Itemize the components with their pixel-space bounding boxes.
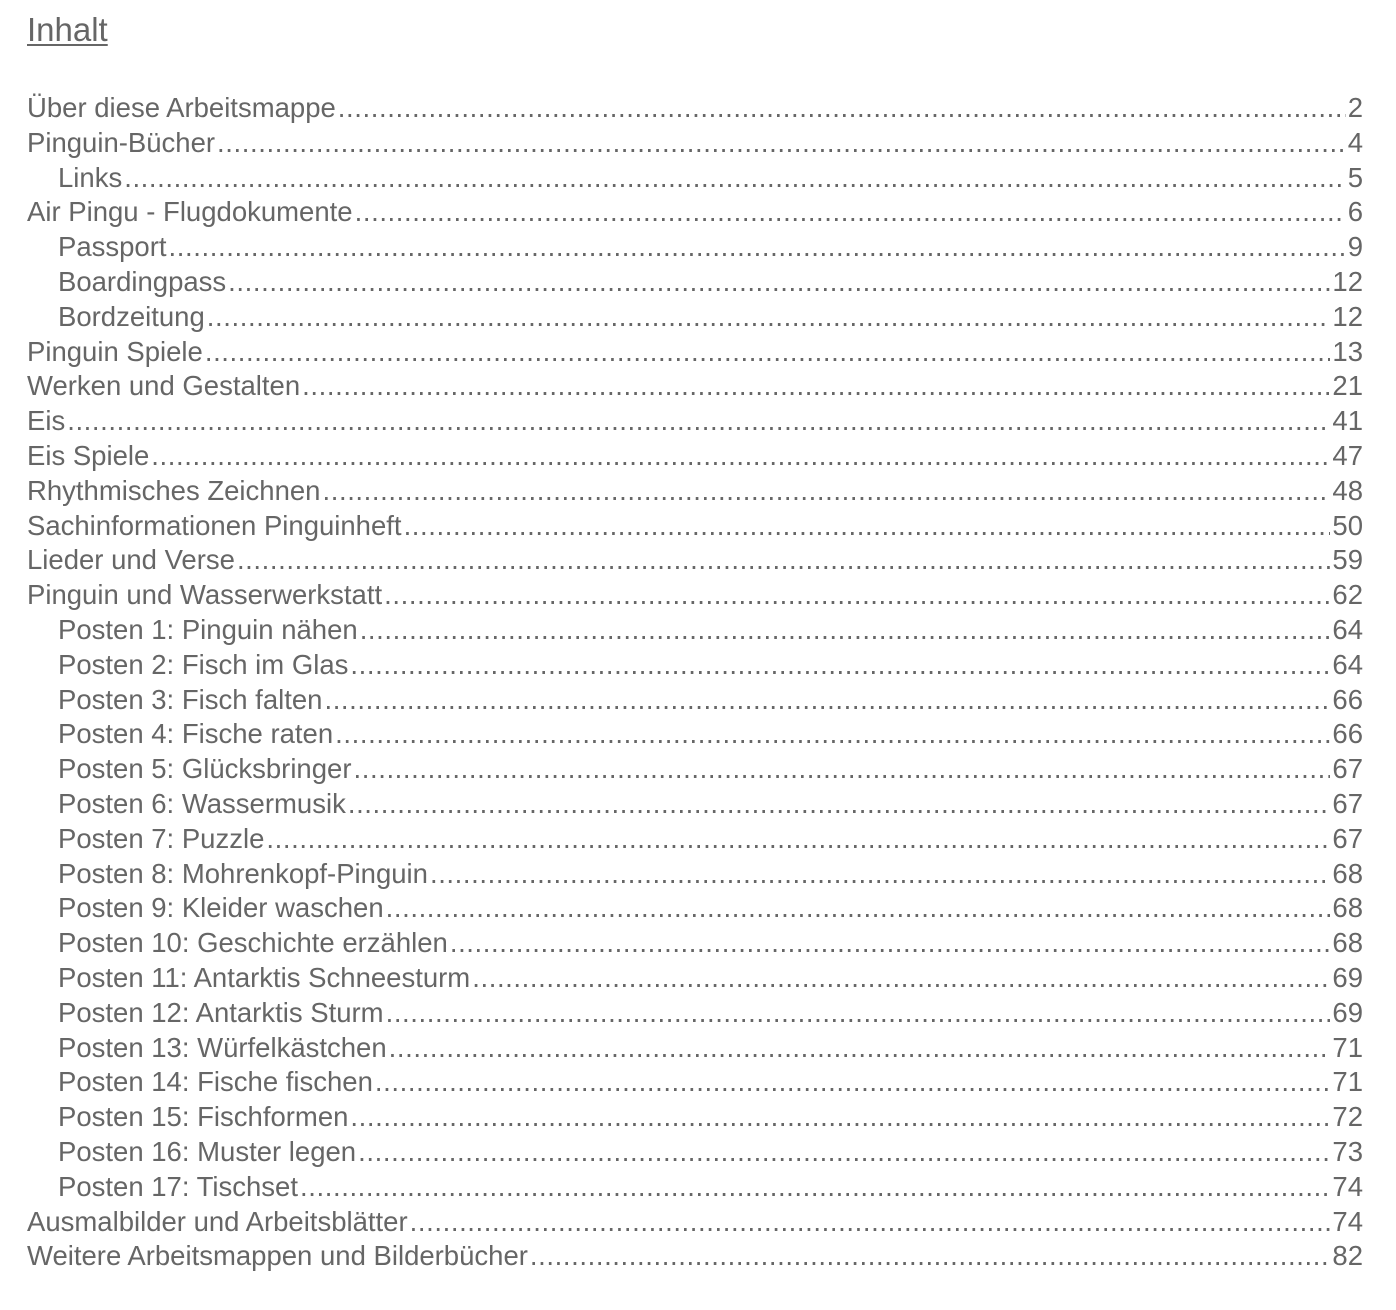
toc-page-number: 13: [1332, 335, 1363, 367]
toc-entry-title: Posten 13: Würfelkästchen: [58, 1031, 387, 1063]
toc-entry[interactable]: [27, 578, 1363, 613]
toc-dot-leader: [430, 857, 1330, 892]
toc-entry[interactable]: [27, 509, 1363, 544]
toc-entry-title: Posten 11: Antarktis Schneesturm: [58, 961, 471, 993]
toc-dot-leader: [228, 265, 1330, 300]
toc-entry-title: Weitere Arbeitsmappen und Bilderbücher: [27, 1240, 528, 1272]
toc-subentry[interactable]: [27, 648, 1363, 683]
toc-dot-leader: [404, 509, 1331, 544]
toc-entry[interactable]: [27, 439, 1363, 474]
toc-page-number: 67: [1332, 787, 1363, 819]
toc-dot-leader: [348, 787, 1331, 822]
toc-page-number: 64: [1332, 613, 1363, 645]
toc-page-number: 59: [1332, 544, 1363, 576]
toc-entry-title: Posten 17: Tischset: [58, 1170, 298, 1202]
toc-dot-leader: [450, 926, 1331, 961]
toc-page-number: 12: [1332, 300, 1363, 332]
toc-dot-leader: [217, 126, 1346, 161]
toc-page-number: 69: [1332, 961, 1363, 993]
toc-entry-title: Posten 15: Fischformen: [58, 1101, 349, 1133]
toc-page-number: 47: [1332, 439, 1363, 471]
toc-dot-leader: [386, 996, 1331, 1031]
toc-dot-leader: [324, 683, 1330, 718]
toc-heading: Inhalt: [27, 11, 108, 48]
toc-subentry[interactable]: [27, 996, 1363, 1031]
toc-entry-title: Pinguin Spiele: [27, 335, 203, 367]
toc-entry-title: Eis: [27, 405, 66, 437]
toc-page-number: 72: [1332, 1101, 1363, 1133]
toc-dot-leader: [266, 822, 1330, 857]
toc-page-number: 12: [1332, 265, 1363, 297]
toc-page-number: 67: [1332, 822, 1363, 854]
toc-page-number: 66: [1332, 683, 1363, 715]
toc-subentry[interactable]: [27, 1065, 1363, 1100]
toc-dot-leader: [335, 717, 1330, 752]
toc-page-number: 73: [1332, 1135, 1363, 1167]
toc-dot-leader: [237, 543, 1330, 578]
toc-entry-title: Pinguin und Wasserwerkstatt: [27, 579, 383, 611]
toc-dot-leader: [338, 91, 1346, 126]
toc-subentry[interactable]: [27, 822, 1363, 857]
toc-entry[interactable]: [27, 369, 1363, 404]
toc-dot-leader: [384, 578, 1330, 613]
toc-subentry[interactable]: [27, 926, 1363, 961]
toc-dot-leader: [205, 335, 1331, 370]
toc-subentry[interactable]: [27, 857, 1363, 892]
toc-entry-title: Posten 12: Antarktis Sturm: [58, 996, 384, 1028]
toc-dot-leader: [355, 195, 1346, 230]
toc-dot-leader: [353, 752, 1330, 787]
toc-subentry[interactable]: [27, 161, 1363, 196]
toc-entry-title: Posten 1: Pinguin nähen: [58, 613, 358, 645]
toc-page-number: 21: [1332, 370, 1363, 402]
toc-dot-leader: [530, 1239, 1331, 1274]
toc-dot-leader: [302, 369, 1330, 404]
toc-dot-leader: [169, 230, 1346, 265]
toc-page-number: 50: [1332, 509, 1363, 541]
toc-dot-leader: [358, 1135, 1330, 1170]
toc-dot-leader: [410, 1205, 1331, 1240]
toc-page-number: 74: [1332, 1170, 1363, 1202]
toc-entry-title: Bordzeitung: [58, 300, 205, 332]
toc-page-number: 9: [1347, 231, 1363, 263]
toc-subentry[interactable]: [27, 265, 1363, 300]
toc-dot-leader: [300, 1170, 1330, 1205]
toc-entry[interactable]: [27, 404, 1363, 439]
toc-entry-title: Posten 5: Glücksbringer: [58, 753, 352, 785]
toc-page-number: 41: [1332, 405, 1363, 437]
toc-dot-leader: [124, 161, 1346, 196]
toc-page-number: 68: [1332, 927, 1363, 959]
toc-subentry[interactable]: [27, 230, 1363, 265]
toc-entry-title: Links: [58, 161, 123, 193]
toc-subentry[interactable]: [27, 1135, 1363, 1170]
toc-entry[interactable]: [27, 543, 1363, 578]
toc-subentry[interactable]: [27, 1100, 1363, 1135]
toc-page-number: 82: [1332, 1240, 1363, 1272]
toc-page-number: 5: [1347, 161, 1363, 193]
toc-entry-title: Pinguin-Bücher: [27, 126, 216, 158]
toc-entry[interactable]: [27, 1239, 1363, 1274]
toc-subentry[interactable]: [27, 891, 1363, 926]
toc-page-number: 68: [1332, 857, 1363, 889]
toc-entry[interactable]: [27, 91, 1363, 126]
toc-page-number: 4: [1347, 126, 1363, 158]
toc-entry-title: Über diese Arbeitsmappe: [27, 92, 336, 123]
toc-entry[interactable]: [27, 474, 1363, 509]
toc-page-number: 6: [1347, 196, 1363, 228]
toc-dot-leader: [207, 300, 1331, 335]
toc-page-number: 74: [1332, 1205, 1363, 1237]
toc-entry-title: Rhythmisches Zeichnen: [27, 474, 321, 506]
toc-page-number: 71: [1332, 1031, 1363, 1063]
toc-subentry[interactable]: [27, 1170, 1363, 1205]
toc-page-number: 2: [1347, 92, 1363, 123]
toc-subentry[interactable]: [27, 717, 1363, 752]
table-of-contents: [27, 91, 1363, 1274]
toc-dot-leader: [472, 961, 1330, 996]
toc-entry-title: Posten 3: Fisch falten: [58, 683, 323, 715]
toc-entry-title: Posten 9: Kleider waschen: [58, 892, 384, 924]
toc-page-number: 67: [1332, 753, 1363, 785]
toc-entry-title: Posten 8: Mohrenkopf-Pinguin: [58, 857, 428, 889]
toc-entry-title: Posten 10: Geschichte erzählen: [58, 927, 448, 959]
toc-page-number: 71: [1332, 1066, 1363, 1098]
toc-entry-title: Air Pingu - Flugdokumente: [27, 196, 353, 228]
toc-entry-title: Posten 4: Fische raten: [58, 718, 334, 750]
toc-entry-title: Werken und Gestalten: [27, 370, 301, 402]
toc-entry[interactable]: [27, 1205, 1363, 1240]
toc-page-number: 66: [1332, 718, 1363, 750]
toc-subentry[interactable]: [27, 683, 1363, 718]
toc-page-number: 68: [1332, 892, 1363, 924]
toc-page-number: 69: [1332, 996, 1363, 1028]
toc-subentry[interactable]: [27, 961, 1363, 996]
toc-entry[interactable]: [27, 335, 1363, 370]
toc-dot-leader: [389, 1031, 1331, 1066]
toc-page-number: 48: [1332, 474, 1363, 506]
toc-entry-title: Lieder und Verse: [27, 544, 235, 576]
toc-entry-title: Posten 14: Fische fischen: [58, 1066, 373, 1098]
toc-page-number: 62: [1332, 579, 1363, 611]
toc-dot-leader: [322, 474, 1330, 509]
toc-dot-leader: [350, 648, 1330, 683]
toc-entry[interactable]: [27, 195, 1363, 230]
toc-entry-title: Sachinformationen Pinguinheft: [27, 509, 402, 541]
toc-entry-title: Passport: [58, 231, 167, 263]
toc-dot-leader: [151, 439, 1330, 474]
toc-subentry[interactable]: [27, 1031, 1363, 1066]
toc-subentry[interactable]: [27, 787, 1363, 822]
toc-entry-title: Posten 16: Muster legen: [58, 1135, 357, 1167]
toc-dot-leader: [386, 891, 1331, 926]
toc-dot-leader: [360, 613, 1331, 648]
toc-entry-title: Posten 7: Puzzle: [58, 822, 265, 854]
toc-subentry[interactable]: [27, 752, 1363, 787]
toc-entry-title: Posten 2: Fisch im Glas: [58, 648, 349, 680]
toc-page-number: 64: [1332, 648, 1363, 680]
toc-entry-title: Eis Spiele: [27, 439, 150, 471]
toc-subentry[interactable]: [27, 300, 1363, 335]
toc-entry-title: Posten 6: Wassermusik: [58, 787, 346, 819]
toc-dot-leader: [350, 1100, 1330, 1135]
toc-entry[interactable]: [27, 126, 1363, 161]
toc-dot-leader: [67, 404, 1330, 439]
toc-entry-title: Ausmalbilder und Arbeitsblätter: [27, 1205, 408, 1237]
toc-dot-leader: [375, 1065, 1331, 1100]
toc-entry-title: Boardingpass: [58, 265, 227, 297]
toc-subentry[interactable]: [27, 613, 1363, 648]
